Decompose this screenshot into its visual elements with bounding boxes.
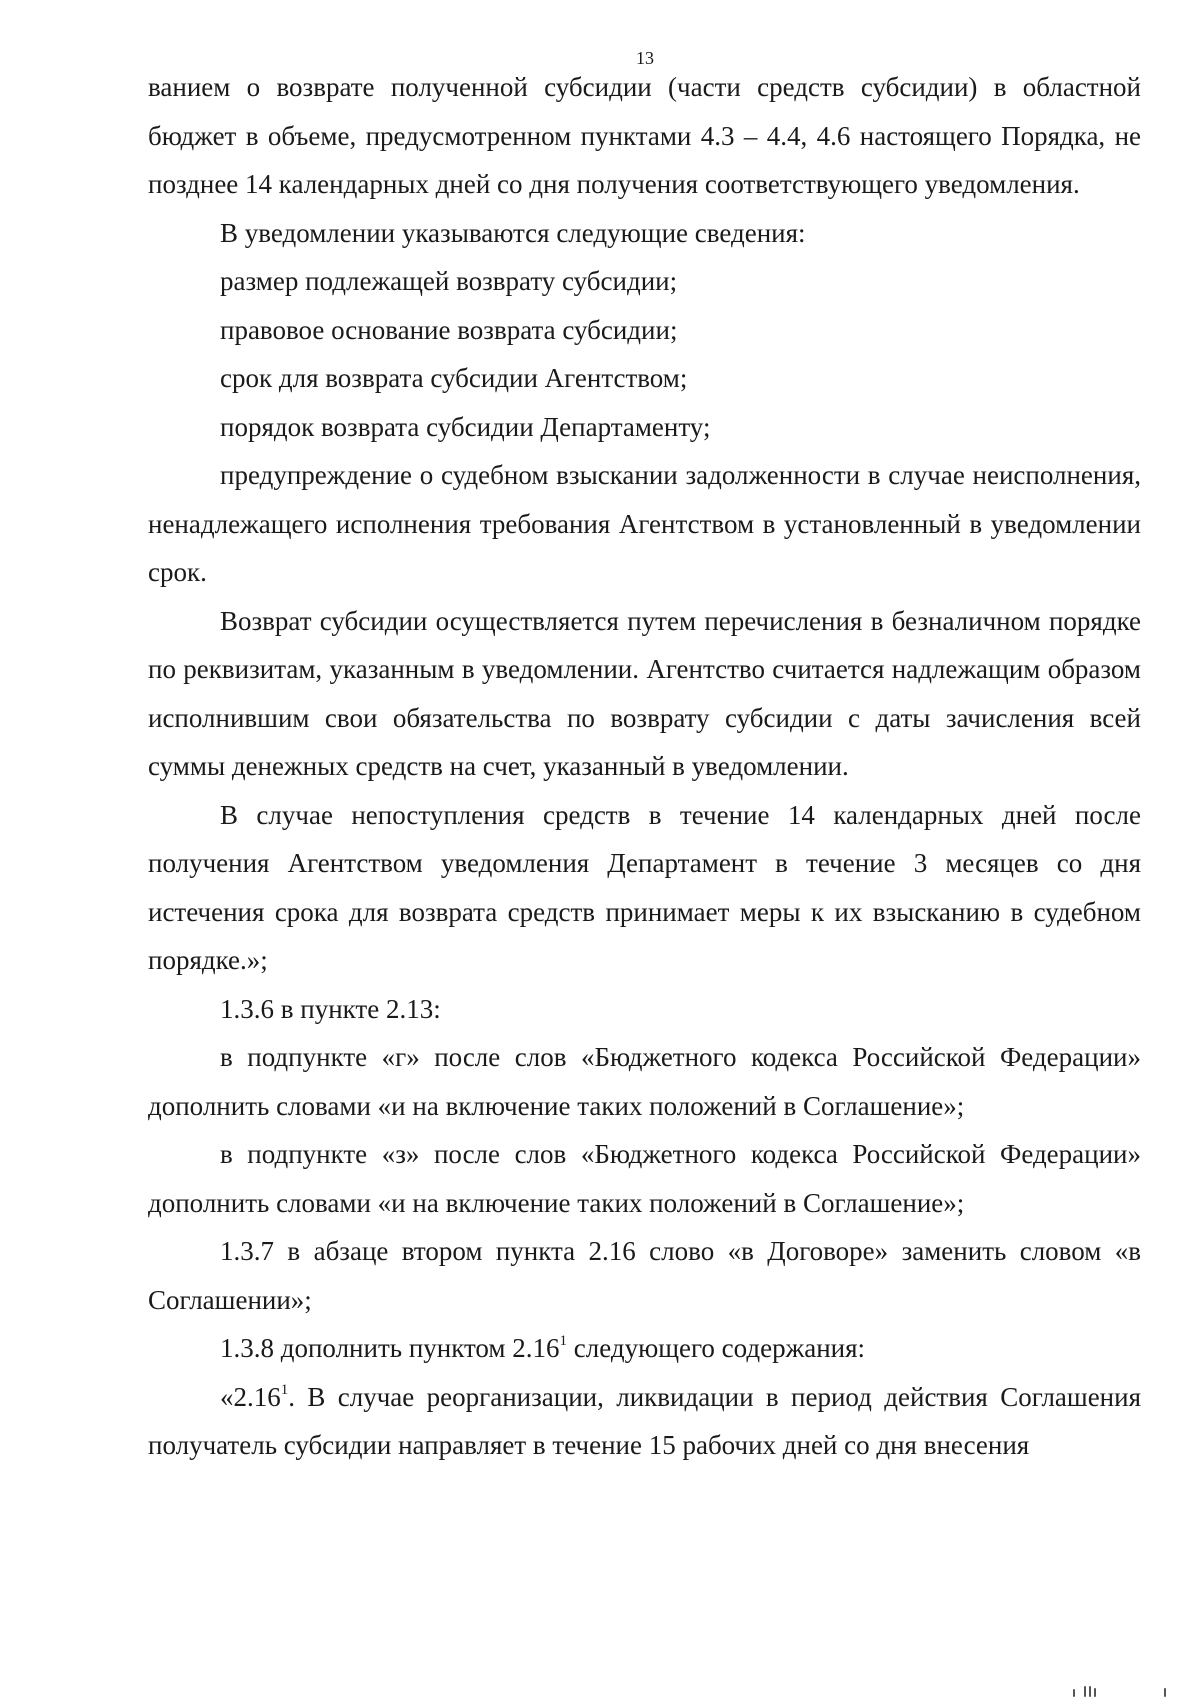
list-item-refund-deadline: срок для возврата субсидии Агентством; bbox=[220, 363, 688, 393]
item-1-3-8-text: 1.3.8 дополнить пунктом 2.16 bbox=[220, 1333, 560, 1363]
paragraph-item-1-3-7: 1.3.7 в абзаце втором пункта 2.16 слово «в Договоре» заменить словом «в Соглашении»; bbox=[148, 1236, 1141, 1315]
list-item-refund-procedure: порядок возврата субсидии Департаменту; bbox=[220, 411, 711, 442]
item-1-3-8-text-end: следующего содержания: bbox=[567, 1333, 866, 1363]
paragraph-notice-contents-intro: В уведомлении указываются следующие сведения: bbox=[220, 217, 806, 248]
list-item-refund-amount: размер подлежащей возврату субсидии; bbox=[220, 266, 678, 296]
paragraph-subitem-g: в подпункте «г» после слов «Бюджетного кодекса Российской Федерации» дополнить словами «и на включение таких положений в Соглашение»; bbox=[148, 1042, 1141, 1121]
scan-speck bbox=[1164, 1688, 1166, 1697]
list-item-court-warning: предупреждение о судебном взыскании задолженности в случае неисполнения, ненадлежащего исполнения требования Агентством в установленный в уведомлении срок. bbox=[148, 460, 1141, 587]
paragraph-non-receipt: В случае непоступления средств в течение 14 календарных дней после получения Агентством уведомления Департамент в течение 3 месяцев со дня истечения срока для возврата средств принимает меры к их взысканию в судебном порядке.»; bbox=[148, 799, 1141, 975]
scan-speck bbox=[1089, 1686, 1091, 1697]
scan-speck bbox=[1084, 1686, 1086, 1697]
paragraph-notice-continuation: ванием о возврате полученной субсидии (части средств субсидии) в областной бюджет в объеме, предусмотренном пунктами 4.3 – 4.4, 4.6 настоящего Порядка, не позднее 14 календарных дней со дня получения соответствующего уведомления. bbox=[148, 72, 1141, 199]
paragraph-item-1-3-8 bbox=[148, 1324, 1141, 1373]
superscript-mark: 1 bbox=[280, 1381, 289, 1398]
page-number: 13 bbox=[636, 48, 654, 68]
paragraph-item-2-16-1 bbox=[148, 1373, 1141, 1470]
item-2-16-1-text: . В случае реорганизации, ликвидации в период действия Соглашения получатель субсидии направляет в течение 15 рабочих дней со дня внесения bbox=[148, 1381, 1141, 1460]
body-text bbox=[148, 63, 1141, 1470]
list-item-legal-basis: правовое основание возврата субсидии; bbox=[220, 314, 678, 345]
paragraph-refund-transfer: Возврат субсидии осуществляется путем перечисления в безналичном порядке по реквизитам, указанным в уведомлении. Агентство считается надлежащим образом исполнившим свои обязательства по возврату субсидии с даты зачисления всей суммы денежных средств на счет, указанный в уведомлении. bbox=[148, 605, 1141, 781]
scan-speck bbox=[1094, 1688, 1096, 1697]
paragraph-subitem-z: в подпункте «з» после слов «Бюджетного кодекса Российской Федерации» дополнить словами «и на включение таких положений в Соглашение»; bbox=[148, 1139, 1141, 1218]
scan-speck bbox=[1073, 1689, 1075, 1697]
paragraph-item-1-3-6: 1.3.6 в пункте 2.13: bbox=[220, 993, 441, 1024]
superscript-mark: 1 bbox=[559, 1333, 567, 1349]
item-2-16-1-number: «2.16 bbox=[220, 1381, 281, 1412]
